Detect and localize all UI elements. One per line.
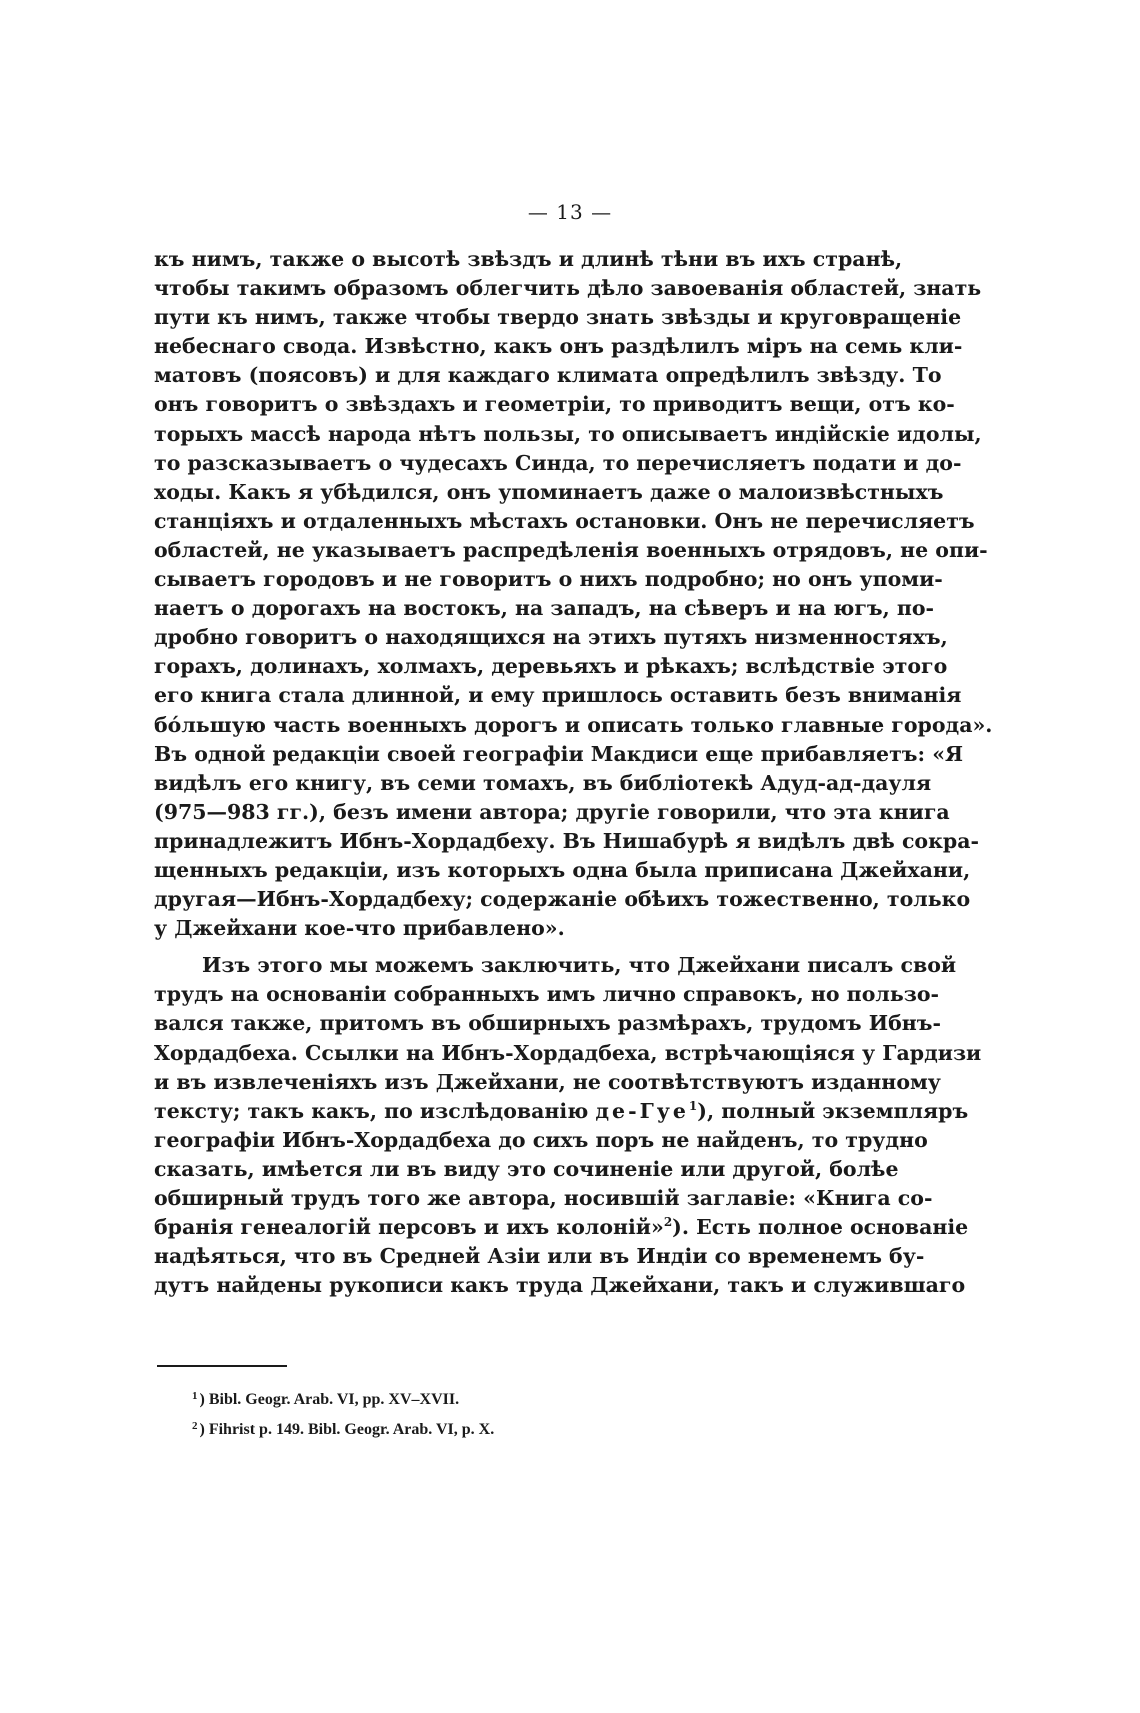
paragraph-gap [154, 943, 886, 951]
text-line: сываетъ городовъ и не говоритъ о нихъ подробно; но онъ упоми- [154, 567, 943, 592]
text-line: сказать, имѣется ли въ виду это сочиненіе или другой, болѣе [154, 1156, 899, 1181]
footnote-2 [192, 1413, 792, 1443]
text-line: его книга стала длинной, и ему пришлось оставить безъ вниманія [154, 683, 962, 708]
text-line: небеснаго свода. Извѣстно, какъ онъ раздѣлилъ міръ на семь кли- [154, 334, 963, 359]
text-line: и въ извлеченіяхъ изъ Джейхани, не соотвѣтствуютъ изданному [154, 1069, 941, 1094]
spaced-name: де-Гуе [595, 1098, 689, 1123]
main-text [154, 245, 993, 1300]
text-line: дутъ найдены рукописи какъ труда Джейхани, такъ и служившаго [154, 1273, 966, 1298]
text-line: онъ говоритъ о звѣздахъ и геометріи, то приводитъ вещи, отъ ко- [154, 392, 955, 417]
text-line: областей, не указываетъ распредѣленія военныхъ отрядовъ, не опи- [154, 537, 988, 562]
text-line: къ нимъ, также о высотѣ звѣздъ и длинѣ тѣни въ ихъ странѣ, [154, 247, 903, 271]
text-line: Изъ этого мы можемъ заключить, что Джейхани писалъ свой [202, 953, 957, 978]
text-line: станціяхъ и отдаленныхъ мѣстахъ остановки. Онъ не перечисляетъ [154, 508, 975, 533]
paragraph-2 [154, 951, 982, 1300]
text-line: вался также, притомъ въ обширныхъ размѣрахъ, трудомъ Ибнъ- [154, 1011, 942, 1036]
page-number: — 13 — [527, 200, 613, 224]
footnote-ref-1[interactable]: 1 [688, 1098, 698, 1113]
footnotes [192, 1383, 792, 1443]
text-segment: бранія генеалогій персовъ и ихъ колоній» [154, 1215, 664, 1240]
text-line: географіи Ибнъ-Хордадбеха до сихъ поръ не найденъ, то трудно [154, 1127, 928, 1152]
text-line: Въ одной редакціи своей географіи Макдиси еще прибавляетъ: «Я [154, 741, 964, 766]
footnote-1 [192, 1383, 792, 1413]
text-segment: ). Есть полное основаніе [672, 1215, 969, 1240]
text-segment: ), полный экземпляръ [697, 1098, 969, 1123]
text-line: бо́льшую часть военныхъ дорогъ и описать только главные города». [154, 712, 993, 737]
text-line: трудъ на основаніи собранныхъ имъ лично справокъ, но пользо- [154, 982, 939, 1007]
text-line: то разсказываетъ о чудесахъ Синда, то перечисляетъ подати и до- [154, 450, 962, 475]
text-line: Хордадбеха. Ссылки на Ибнъ-Хордадбеха, встрѣчающіяся у Гардизи [154, 1040, 982, 1065]
text-line: надѣяться, что въ Средней Азіи или въ Индіи со временемъ бу- [154, 1244, 925, 1269]
text-line: (975—983 гг.), безъ имени автора; другіе говорили, что эта книга [154, 799, 950, 824]
text-line: пути къ нимъ, также чтобы твердо знать звѣзды и круговращеніе [154, 305, 962, 330]
text-line: горахъ, долинахъ, холмахъ, деревьяхъ и рѣкахъ; вслѣдствіе этого [154, 654, 948, 679]
footnote-ref-2[interactable]: 2 [663, 1215, 673, 1230]
text-line: дробно говоритъ о находящихся на этихъ путяхъ низменностяхъ, [154, 625, 948, 650]
text-line: видѣлъ его книгу, въ семи томахъ, въ библіотекѣ Адуд-ад-дауля [154, 770, 932, 795]
text-line: матовъ (поясовъ) и для каждаго климата опредѣлилъ звѣзду. То [154, 363, 942, 388]
paragraph-1 [154, 245, 993, 943]
text-line: наетъ о дорогахъ на востокъ, на западъ, на сѣверъ и на югъ, по- [154, 596, 935, 621]
footnote-text: ) Bibl. Geogr. Arab. VI, pp. XV–XVII. [199, 1391, 460, 1408]
text-line [154, 1097, 969, 1126]
text-line: принадлежитъ Ибнъ-Хордадбеху. Въ Нишабурѣ я видѣлъ двѣ сокра- [154, 828, 980, 853]
footnote-text: ) Fihrist p. 149. Bibl. Geogr. Arab. VI, p. X. [199, 1421, 495, 1438]
text-line: торыхъ массѣ народа нѣтъ пользы, то описываетъ индійскіе идолы, [154, 421, 982, 446]
text-line: обширный трудъ того же автора, носившій заглавіе: «Книга со- [154, 1186, 933, 1210]
text-line [154, 1213, 969, 1242]
text-segment: тексту; такъ какъ, по изслѣдованію [154, 1098, 589, 1123]
text-line: ходы. Какъ я убѣдился, онъ упоминаетъ даже о малоизвѣстныхъ [154, 479, 944, 504]
text-line: щенныхъ редакціи, изъ которыхъ одна была приписана Джейхани, [154, 857, 971, 882]
footnote-mark: 2 [192, 1420, 198, 1432]
text-line: у Джейхани кое-что прибавлено». [154, 916, 565, 941]
text-line: другая—Ибнъ-Хордадбеху; содержаніе обѣихъ тожественно, только [154, 887, 971, 912]
text-line: чтобы такимъ образомъ облегчить дѣло завоеванія областей, знать [154, 276, 982, 301]
footnote-rule [157, 1365, 287, 1367]
footnote-mark: 1 [192, 1390, 198, 1402]
